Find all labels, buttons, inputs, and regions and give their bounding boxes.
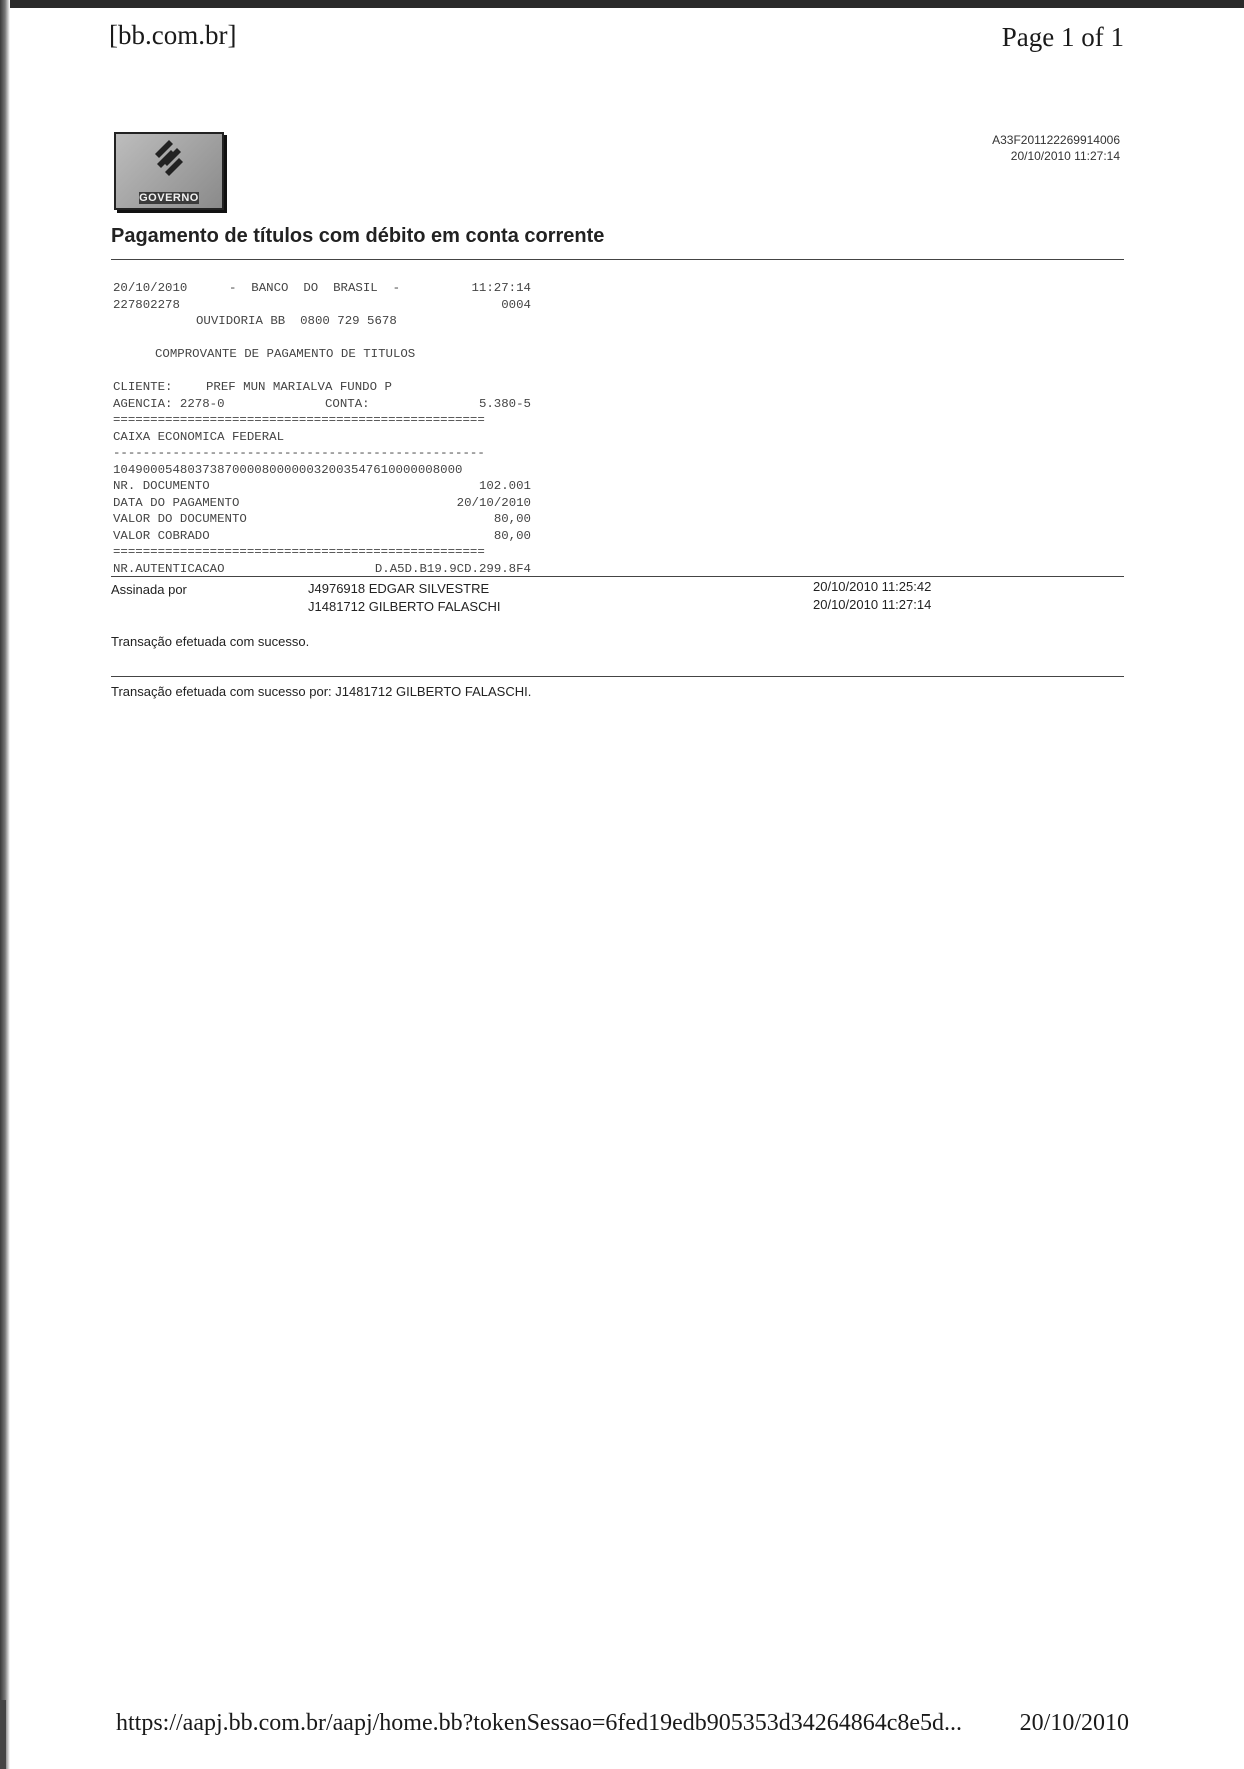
account-label: CONTA:: [325, 396, 370, 411]
row-label: VALOR DO DOCUMENTO: [113, 512, 247, 526]
title-divider: [111, 259, 1124, 260]
document-meta: [992, 132, 1120, 164]
receipt-codes-line: [113, 297, 531, 314]
row-value: 80,00: [493, 528, 531, 543]
signer-datetime: 20/10/2010 11:27:14: [813, 597, 932, 612]
final-message: Transação efetuada com sucesso por: J1481712 GILBERTO FALASCHI.: [111, 684, 532, 699]
beneficiary-bank: CAIXA ECONOMICA FEDERAL: [113, 429, 285, 444]
receipt-bank: - BANCO DO BRASIL -: [229, 281, 401, 295]
status-message: Transação efetuada com sucesso.: [111, 634, 310, 649]
receipt-code-1: 227802278: [113, 297, 180, 312]
page-title: Pagamento de títulos com débito em conta corrente: [111, 225, 605, 247]
signer-name: J4976918 EDGAR SILVESTRE: [308, 581, 490, 596]
separator-single: --------------------------------------------------: [113, 446, 485, 460]
barcode-number: 10490005480373870000800000032003547610000008000: [113, 462, 463, 477]
scan-border-left: [0, 0, 10, 1769]
receipt-date: 20/10/2010: [113, 281, 188, 295]
separator-double: ==================================================: [113, 545, 485, 559]
receipt-blank: [113, 363, 531, 380]
logo-caption: GOVERNO: [139, 192, 199, 204]
header-site: [bb.com.br]: [109, 20, 237, 50]
row-label: NR. DOCUMENTO: [113, 479, 210, 493]
receipt-header-line: [113, 280, 531, 297]
final-divider: [111, 676, 1124, 677]
scan-border-top: [0, 0, 1244, 8]
scan-border-left-bottom: [0, 1700, 6, 1769]
client-value: PREF MUN MARIALVA FUNDO P: [206, 380, 392, 394]
receipt-time: 11:27:14: [471, 281, 531, 295]
account-value: 5.380-5: [478, 396, 531, 411]
bank-logo-icon: [149, 138, 189, 178]
authentication-line: [113, 561, 531, 578]
receipt-row: [113, 495, 531, 512]
footer-date: 20/10/2010: [1019, 1710, 1129, 1736]
signatures-divider: [111, 576, 1124, 577]
signer-datetime: 20/10/2010 11:25:42: [813, 579, 932, 594]
signer-name: J1481712 GILBERTO FALASCHI: [308, 599, 501, 614]
receipt-blank: [113, 330, 531, 347]
row-label: DATA DO PAGAMENTO: [113, 495, 240, 510]
receipt-ombudsman: OUVIDORIA BB 0800 729 5678: [196, 314, 397, 328]
bank-logo: [114, 132, 224, 210]
signed-by-label: Assinada por: [111, 582, 187, 597]
auth-label: NR.AUTENTICACAO: [113, 561, 225, 576]
receipt-account-line: [113, 396, 531, 413]
client-label: CLIENTE:: [113, 380, 173, 394]
transaction-datetime: 20/10/2010 11:27:14: [1010, 149, 1120, 163]
payment-receipt: [113, 280, 531, 577]
footer-url: https://aapj.bb.com.br/aapj/home.bb?tokenSessao=6fed19edb905353d34264864c8e5d...: [116, 1710, 963, 1736]
transaction-code: A33F201122269914006: [992, 133, 1120, 147]
agency-label: AGENCIA: 2278-0: [113, 396, 225, 411]
receipt-row: [113, 528, 531, 545]
receipt-client-line: [113, 379, 531, 396]
receipt-row: [113, 511, 531, 528]
row-label: VALOR COBRADO: [113, 528, 210, 543]
receipt-row: [113, 478, 531, 495]
separator-double: ==================================================: [113, 413, 485, 427]
receipt-code-2: 0004: [501, 297, 531, 312]
header-page-number: Page 1 of 1: [1001, 22, 1124, 52]
receipt-heading: COMPROVANTE DE PAGAMENTO DE TITULOS: [155, 347, 416, 361]
row-value: 102.001: [478, 479, 531, 493]
auth-value: D.A5D.B19.9CD.299.8F4: [374, 561, 531, 576]
row-value: 20/10/2010: [456, 495, 531, 510]
row-value: 80,00: [493, 512, 531, 526]
